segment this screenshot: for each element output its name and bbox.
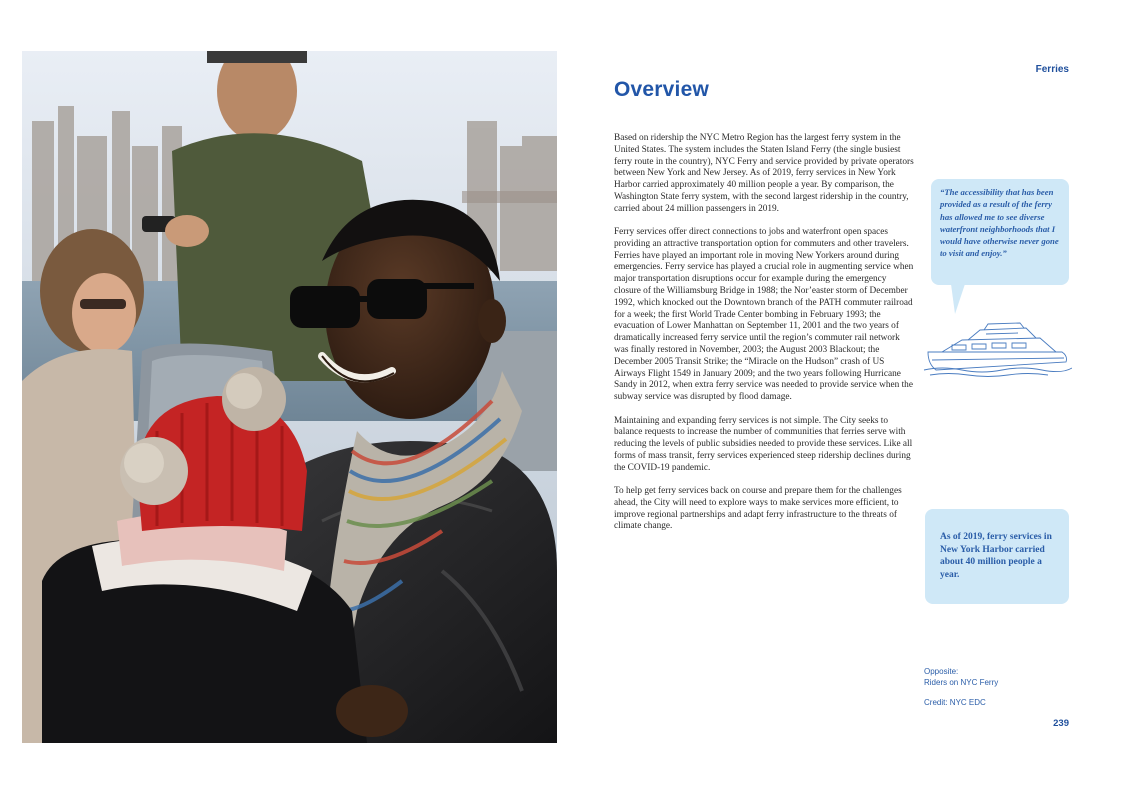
speech-tail-icon bbox=[951, 284, 965, 314]
body-paragraph: Maintaining and expanding ferry services is not simple. The City seeks to balance requests to increase the number of communities that ferries serve with reducing the levels of public subsidies needed to provide these services. Like all forms of mass transit, ferry services experienced steep ridership declines during the COVID-19 pandemic. bbox=[614, 415, 913, 473]
ferry-icon bbox=[922, 318, 1072, 378]
page-number: 239 bbox=[1053, 718, 1069, 729]
page-title: Overview bbox=[614, 78, 709, 101]
body-text bbox=[614, 133, 914, 545]
section-label: Ferries bbox=[1035, 64, 1069, 75]
caption-text: Riders on NYC Ferry bbox=[924, 677, 999, 687]
quote-bubble bbox=[931, 179, 1069, 285]
body-paragraph: Ferry services offer direct connections to jobs and waterfront open spaces providing an attractive transportation option for commuters and other travelers. Ferries have played an important role in moving New Yorkers around during emergencies. Ferry service has played a crucial role in augmenting service when major transportation disruptions occur for example during the emergency closure of the Williamsburg Bridge in 1988; the Nor’easter storm of December 1992, which knocked out the Downtown branch of the PATH commuter railroad for a week; the first World Trade Center bombing in February 1993; the evacuation of Lower Manhattan on September 11, 2001 and the two years of dramatically increased ferry service until the region’s commuter rail network was finally restored in November, 2003; the August 2003 Blackout; the December 2005 Transit Strike; the “Miracle on the Hudson” crash of US Airways Flight 1549 in January 2009; and the two years following Hurricane Sandy in 2012, when extra ferry service was needed to provide service when the subway service was disrupted by flood damage. bbox=[614, 227, 914, 403]
quote-text: “The accessibility that has been provided as a result of the ferry has allowed me to see diverse waterfront neighborhoods that I would have otherwise never gone to visit and enjoy.” bbox=[940, 187, 1059, 259]
stat-callout bbox=[925, 509, 1069, 604]
caption-label: Opposite: bbox=[924, 667, 959, 676]
photo-credit: Credit: NYC EDC bbox=[924, 698, 986, 707]
riders-photo bbox=[22, 51, 557, 743]
stat-text: As of 2019, ferry services in New York Harbor carried about 40 million people a year. bbox=[940, 532, 1052, 580]
body-paragraph: Based on ridership the NYC Metro Region has the largest ferry system in the United States. The system includes the Staten Island Ferry (the single busiest ferry route in the country), NYC Ferry and service provided by private operators between New York and New Jersey. As of 2019, ferry services in New York Harbor carried approximately 40 million people a year. By comparison, the Washington State ferry system, with the second largest ridership in the country, carried about 24 million passengers in 2019. bbox=[614, 133, 914, 214]
photo-caption bbox=[924, 667, 1069, 709]
body-paragraph: To help get ferry services back on course and prepare them for the challenges ahead, the City will need to explore ways to make services more efficient, to improve regional partnerships and adapt ferry infrastructure to the threats of climate change. bbox=[614, 486, 902, 532]
